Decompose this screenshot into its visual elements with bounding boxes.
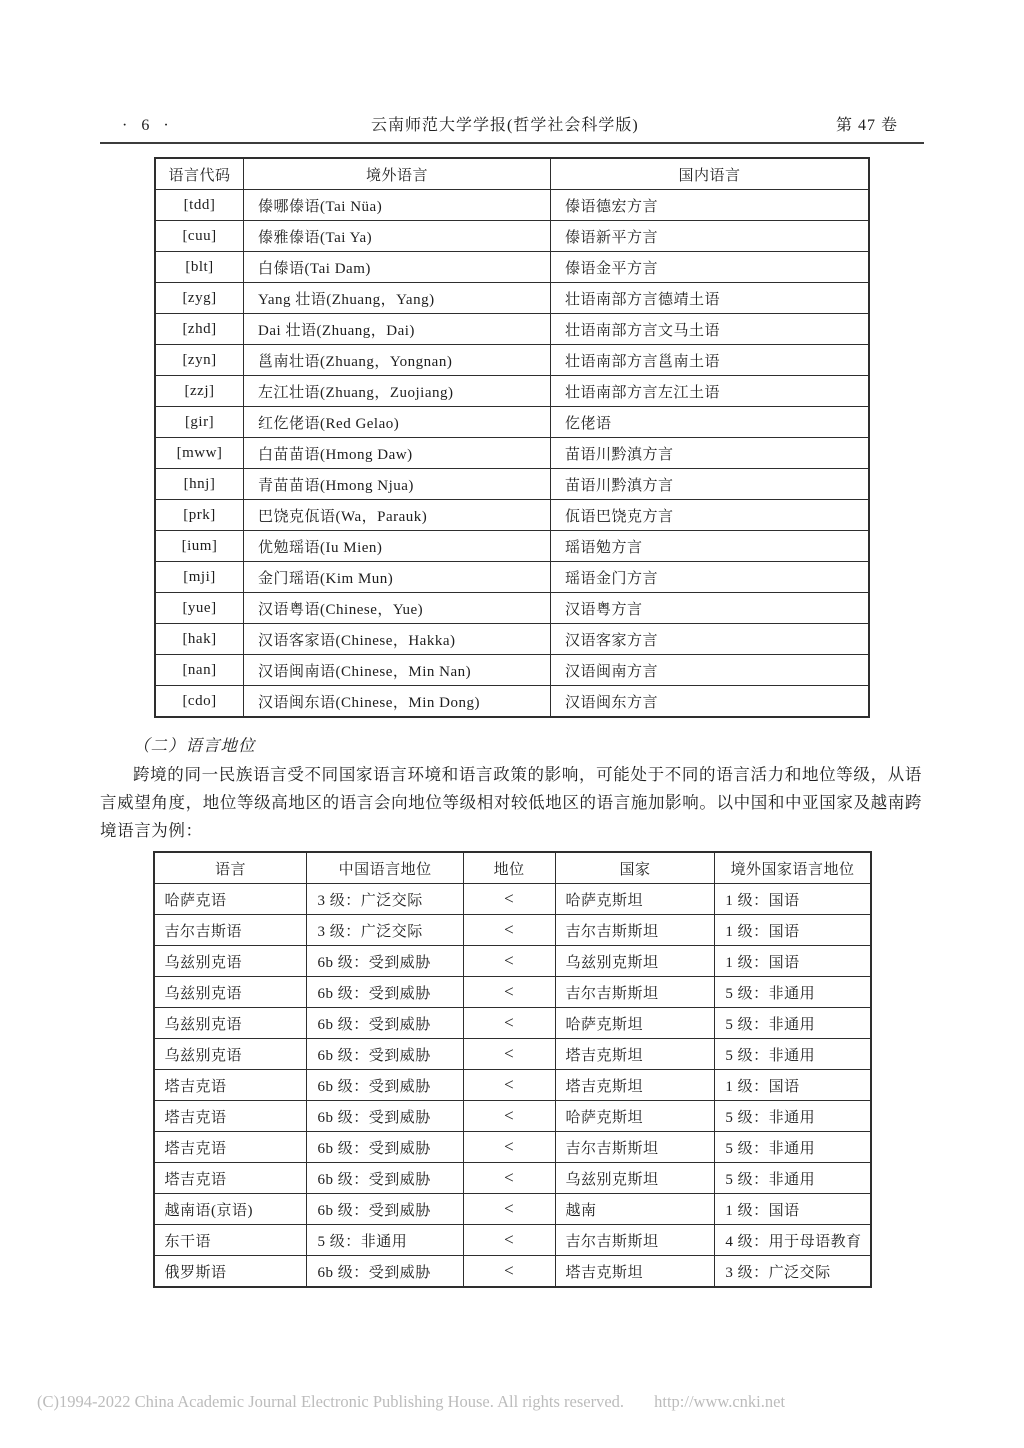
table-cell: < [463, 884, 555, 915]
table-row [154, 884, 871, 915]
table-cell: 傣哪傣语(Tai Nüa) [244, 190, 551, 221]
table-cell: [cdo] [155, 686, 244, 718]
table-cell: 哈萨克语 [154, 884, 307, 915]
table-cell: < [463, 1225, 555, 1256]
table-cell: [gir] [155, 407, 244, 438]
table-cell: 汉语闽南方言 [551, 655, 869, 686]
column-header: 国内语言 [551, 158, 869, 190]
table-cell: 5 级：非通用 [715, 977, 871, 1008]
table-cell: 6b 级：受到威胁 [307, 1070, 463, 1101]
table-cell: 佤语巴饶克方言 [551, 500, 869, 531]
table-cell: 汉语闽南语(Chinese，Min Nan) [244, 655, 551, 686]
table-cell: 1 级：国语 [715, 1194, 871, 1225]
table-cell: 苗语川黔滇方言 [551, 469, 869, 500]
table-row [154, 1008, 871, 1039]
table-cell: 6b 级：受到威胁 [307, 946, 463, 977]
table-cell: 乌兹别克语 [154, 946, 307, 977]
copyright-text: (C)1994-2022 China Academic Journal Electronic Publishing House. All rights reserved. [37, 1392, 625, 1411]
table-cell: 汉语闽东语(Chinese，Min Dong) [244, 686, 551, 718]
table-cell: 塔吉克语 [154, 1163, 307, 1194]
table-cell: 6b 级：受到威胁 [307, 1132, 463, 1163]
table-row [155, 190, 869, 221]
table-row [154, 1070, 871, 1101]
table-cell: [tdd] [155, 190, 244, 221]
table-cell: 乌兹别克斯坦 [555, 1163, 715, 1194]
table-cell: 哈萨克斯坦 [555, 1008, 715, 1039]
table-row [154, 1256, 871, 1288]
language-status-table [153, 851, 872, 1288]
table-cell: 汉语客家语(Chinese，Hakka) [244, 624, 551, 655]
cross-border-language-table [154, 157, 870, 718]
table-cell: 塔吉克斯坦 [555, 1256, 715, 1288]
table-cell: [zyn] [155, 345, 244, 376]
table-cell: 吉尔吉斯斯坦 [555, 915, 715, 946]
table-row [154, 1194, 871, 1225]
table-cell: 6b 级：受到威胁 [307, 1163, 463, 1194]
table-cell: < [463, 915, 555, 946]
table-cell: Dai 壮语(Zhuang，Dai) [244, 314, 551, 345]
table-row [155, 624, 869, 655]
section-heading: （二）语言地位 [133, 736, 256, 755]
table-row [155, 593, 869, 624]
journal-title: 云南师范大学学报(哲学社会科学版) [370, 117, 639, 134]
table-row [155, 469, 869, 500]
table-cell: 汉语客家方言 [551, 624, 869, 655]
table-cell: [hnj] [155, 469, 244, 500]
table-cell: 白傣语(Tai Dam) [244, 252, 551, 283]
table-cell: [hak] [155, 624, 244, 655]
body-paragraph: 跨境的同一民族语言受不同国家语言环境和语言政策的影响，可能处于不同的语言活力和地位等级，从语言威望角度，地位等级高地区的语言会向地位等级相对较低地区的语言施加影响。以中国和中亚国家及越南跨境语言为例： [100, 765, 922, 840]
table-row [155, 345, 869, 376]
table-cell: [cuu] [155, 221, 244, 252]
table-cell: [mji] [155, 562, 244, 593]
table-cell: [mww] [155, 438, 244, 469]
table-cell: 6b 级：受到威胁 [307, 1256, 463, 1288]
table-cell: < [463, 1008, 555, 1039]
cnki-url: http://www.cnki.net [654, 1392, 786, 1411]
table-cell: 3 级：广泛交际 [307, 884, 463, 915]
table-cell: [zzj] [155, 376, 244, 407]
table-cell: 6b 级：受到威胁 [307, 1194, 463, 1225]
table-row [154, 1039, 871, 1070]
table-cell: 青苗苗语(Hmong Njua) [244, 469, 551, 500]
table-cell: 白苗苗语(Hmong Daw) [244, 438, 551, 469]
table-cell: 汉语粤语(Chinese，Yue) [244, 593, 551, 624]
table-cell: [nan] [155, 655, 244, 686]
table-cell: 5 级：非通用 [715, 1163, 871, 1194]
table-header-row [154, 852, 871, 884]
table-cell: 傣语新平方言 [551, 221, 869, 252]
table-cell: 邕南壮语(Zhuang，Yongnan) [244, 345, 551, 376]
table-cell: 乌兹别克斯坦 [555, 946, 715, 977]
table-cell: 吉尔吉斯语 [154, 915, 307, 946]
table-cell: 6b 级：受到威胁 [307, 1101, 463, 1132]
table-cell: 塔吉克语 [154, 1101, 307, 1132]
table-cell: 乌兹别克语 [154, 977, 307, 1008]
table-cell: 1 级：国语 [715, 946, 871, 977]
table-cell: < [463, 1132, 555, 1163]
table-cell: 塔吉克斯坦 [555, 1039, 715, 1070]
table-cell: [ium] [155, 531, 244, 562]
table-row [154, 1132, 871, 1163]
table-cell: [blt] [155, 252, 244, 283]
table-cell: 东干语 [154, 1225, 307, 1256]
header-rule [100, 142, 924, 144]
table-row [154, 915, 871, 946]
copyright-footer [37, 1392, 785, 1412]
table-cell: 壮语南部方言文马土语 [551, 314, 869, 345]
table-cell: 乌兹别克语 [154, 1039, 307, 1070]
table-cell: 5 级：非通用 [715, 1132, 871, 1163]
table-cell: 3 级：广泛交际 [307, 915, 463, 946]
table-cell: 6b 级：受到威胁 [307, 1008, 463, 1039]
table-cell: 塔吉克斯坦 [555, 1070, 715, 1101]
table-row [155, 407, 869, 438]
table-cell: 越南 [555, 1194, 715, 1225]
table-cell: 6b 级：受到威胁 [307, 1039, 463, 1070]
table-cell: [zhd] [155, 314, 244, 345]
table-cell: 5 级：非通用 [307, 1225, 463, 1256]
table-row [155, 531, 869, 562]
volume-number: 第 47 卷 [835, 117, 898, 134]
table-cell: 傣语金平方言 [551, 252, 869, 283]
table-cell: 壮语南部方言德靖土语 [551, 283, 869, 314]
table-cell: 吉尔吉斯斯坦 [555, 977, 715, 1008]
table-cell: 仡佬语 [551, 407, 869, 438]
table-cell: 傣雅傣语(Tai Ya) [244, 221, 551, 252]
table-cell: < [463, 946, 555, 977]
table-cell: 苗语川黔滇方言 [551, 438, 869, 469]
table-cell: 哈萨克斯坦 [555, 1101, 715, 1132]
table-cell: 5 级：非通用 [715, 1039, 871, 1070]
table-row [154, 946, 871, 977]
table-cell: 瑶语金门方言 [551, 562, 869, 593]
table-cell: 4 级：用于母语教育 [715, 1225, 871, 1256]
running-head [122, 0, 898, 135]
table-cell: < [463, 1163, 555, 1194]
table-cell: 1 级：国语 [715, 1070, 871, 1101]
table-cell: [yue] [155, 593, 244, 624]
table-cell: 壮语南部方言邕南土语 [551, 345, 869, 376]
table-row [154, 977, 871, 1008]
table-row [155, 314, 869, 345]
table-cell: Yang 壮语(Zhuang，Yang) [244, 283, 551, 314]
table-cell: [prk] [155, 500, 244, 531]
table-cell: [zyg] [155, 283, 244, 314]
table-cell: 5 级：非通用 [715, 1101, 871, 1132]
column-header: 地位 [463, 852, 555, 884]
column-header: 语言 [154, 852, 307, 884]
table-row [155, 221, 869, 252]
table-row [154, 1163, 871, 1194]
column-header: 国家 [555, 852, 715, 884]
table-cell: 傣语德宏方言 [551, 190, 869, 221]
table-cell: 优勉瑶语(Iu Mien) [244, 531, 551, 562]
table-row [155, 500, 869, 531]
page-number: · 6 · [122, 117, 174, 134]
table-cell: 塔吉克语 [154, 1132, 307, 1163]
table-cell: < [463, 1070, 555, 1101]
table-row [155, 252, 869, 283]
table-cell: 5 级：非通用 [715, 1008, 871, 1039]
table-cell: 吉尔吉斯斯坦 [555, 1132, 715, 1163]
table-cell: 汉语闽东方言 [551, 686, 869, 718]
table-cell: 壮语南部方言左江土语 [551, 376, 869, 407]
table-row [155, 562, 869, 593]
column-header: 境外语言 [244, 158, 551, 190]
table-row [155, 686, 869, 718]
table-cell: 3 级：广泛交际 [715, 1256, 871, 1288]
table-cell: 巴饶克佤语(Wa，Parauk) [244, 500, 551, 531]
table-cell: 红仡佬语(Red Gelao) [244, 407, 551, 438]
table-row [155, 438, 869, 469]
column-header: 境外国家语言地位 [715, 852, 871, 884]
table-row [155, 655, 869, 686]
table-cell: 瑶语勉方言 [551, 531, 869, 562]
table-cell: 塔吉克语 [154, 1070, 307, 1101]
column-header: 语言代码 [155, 158, 244, 190]
table-cell: 1 级：国语 [715, 915, 871, 946]
table-cell: < [463, 1101, 555, 1132]
table-row [154, 1225, 871, 1256]
table-cell: < [463, 1194, 555, 1225]
table-cell: 汉语粤方言 [551, 593, 869, 624]
column-header: 中国语言地位 [307, 852, 463, 884]
table-cell: 哈萨克斯坦 [555, 884, 715, 915]
table-cell: < [463, 1039, 555, 1070]
table-cell: 俄罗斯语 [154, 1256, 307, 1288]
table-row [154, 1101, 871, 1132]
table-cell: < [463, 1256, 555, 1288]
table-cell: 乌兹别克语 [154, 1008, 307, 1039]
table-row [155, 376, 869, 407]
table-row [155, 283, 869, 314]
table-cell: 6b 级：受到威胁 [307, 977, 463, 1008]
table-cell: 左江壮语(Zhuang，Zuojiang) [244, 376, 551, 407]
table-cell: < [463, 977, 555, 1008]
table-cell: 金门瑶语(Kim Mun) [244, 562, 551, 593]
table-cell: 吉尔吉斯斯坦 [555, 1225, 715, 1256]
table-header-row [155, 158, 869, 190]
table-cell: 1 级：国语 [715, 884, 871, 915]
table-cell: 越南语(京语) [154, 1194, 307, 1225]
